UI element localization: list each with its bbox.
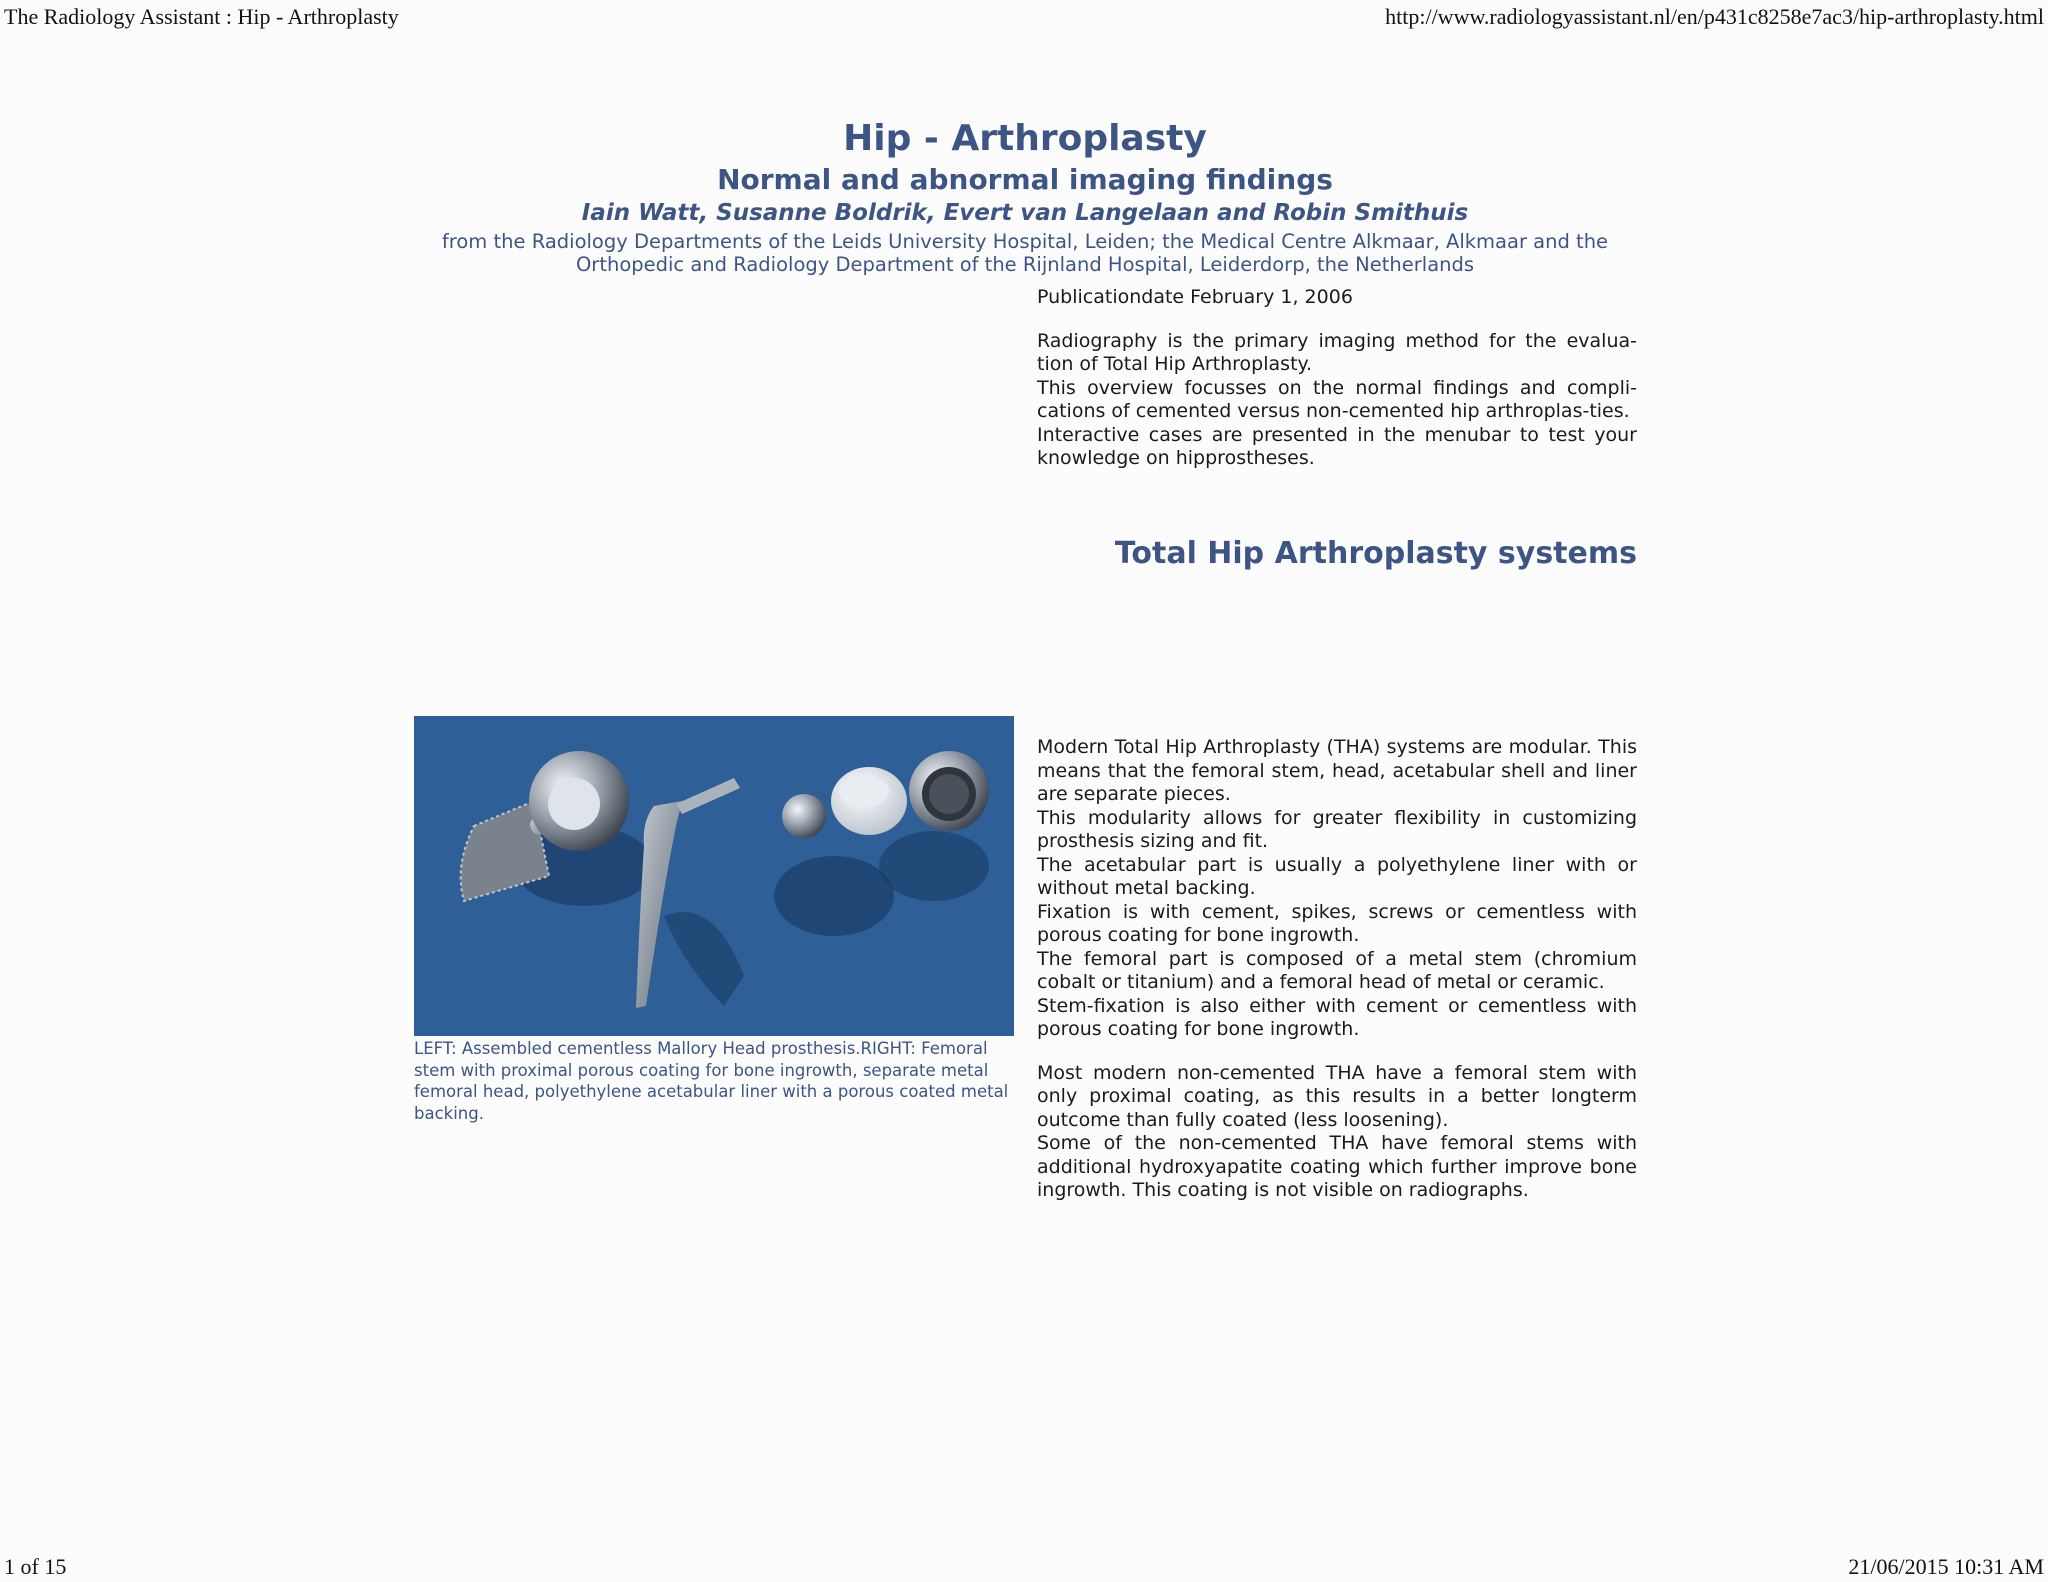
intro-paragraph: This overview focusses on the normal findings and compli-cations of cemented versus non-cemented hip arthroplas-ties. — [1037, 376, 1637, 422]
intro-column — [1037, 286, 1637, 471]
body-line: The femoral part is composed of a metal stem (chromium cobalt or titanium) and a femoral head of metal or ceramic. — [1037, 947, 1637, 993]
page-subtitle: Normal and abnormal imaging findings — [717, 163, 1333, 196]
publication-date: Publicationdate February 1, 2006 — [1037, 286, 1353, 308]
image-caption: LEFT: Assembled cementless Mallory Head prosthesis.RIGHT: Femoral stem with proximal porous coating for bone ingrowth, separate metal femoral head, polyethylene acetabular liner with a porous coated metal backing. — [414, 1039, 1009, 1123]
affiliation-line: from the Radiology Departments of the Leids University Hospital, Leiden; the Medical Centre Alkmaar, Alkmaar and the — [441, 230, 1609, 253]
body-line: Most modern non-cemented THA have a femoral stem with only proximal coating, as this results in a better longterm outcome than fully coated (less loosening). — [1037, 1061, 1637, 1131]
print-timestamp: 21/06/2015 10:31 AM — [1848, 1554, 2044, 1579]
figure — [414, 716, 1014, 1124]
body-line: Stem-fixation is also either with cement or cementless with porous coating for bone ingrowth. — [1037, 994, 1637, 1040]
body-line: Fixation is with cement, spikes, screws or cementless with porous coating for bone ingrowth. — [1037, 900, 1637, 946]
section-body — [1037, 736, 1637, 1203]
authors: Iain Watt, Susanne Boldrik, Evert van Langelaan and Robin Smithuis — [581, 200, 1469, 226]
intro-paragraph: Interactive cases are presented in the menubar to test your knowledge on hipprostheses. — [1037, 423, 1637, 469]
page-title: Hip - Arthroplasty — [843, 118, 1207, 159]
section-title: Total Hip Arthroplasty systems — [1114, 536, 1637, 571]
intro-paragraph: Radiography is the primary imaging method for the evalua-tion of Total Hip Arthroplasty. — [1037, 329, 1637, 375]
print-footer — [0, 1554, 2048, 1580]
print-page-title: The Radiology Assistant : Hip - Arthroplasty — [4, 4, 399, 29]
page-count: 1 of 15 — [4, 1554, 67, 1579]
print-header — [0, 4, 2048, 30]
body-line: This modularity allows for greater flexibility in customizing prosthesis sizing and fit. — [1037, 806, 1637, 852]
affiliation-line: Orthopedic and Radiology Department of the Rijnland Hospital, Leiderdorp, the Netherlands — [575, 253, 1475, 276]
body-line: Modern Total Hip Arthroplasty (THA) systems are modular. This means that the femoral stem, head, acetabular shell and liner are separate pieces. — [1037, 736, 1637, 805]
prosthesis-image[interactable] — [414, 716, 1014, 1036]
title-block — [414, 116, 1636, 276]
body-line: Some of the non-cemented THA have femoral stems with additional hydroxyapatite coating which further improve bone ingrowth. This coating is not visible on radiographs. — [1037, 1132, 1637, 1201]
print-url: http://www.radiologyassistant.nl/en/p431c8258e7ac3/hip-arthroplasty.html — [1385, 4, 2044, 29]
body-line: The acetabular part is usually a polyethylene liner with or without metal backing. — [1037, 853, 1637, 899]
affiliation — [414, 230, 1636, 276]
article-page — [414, 110, 1637, 1201]
